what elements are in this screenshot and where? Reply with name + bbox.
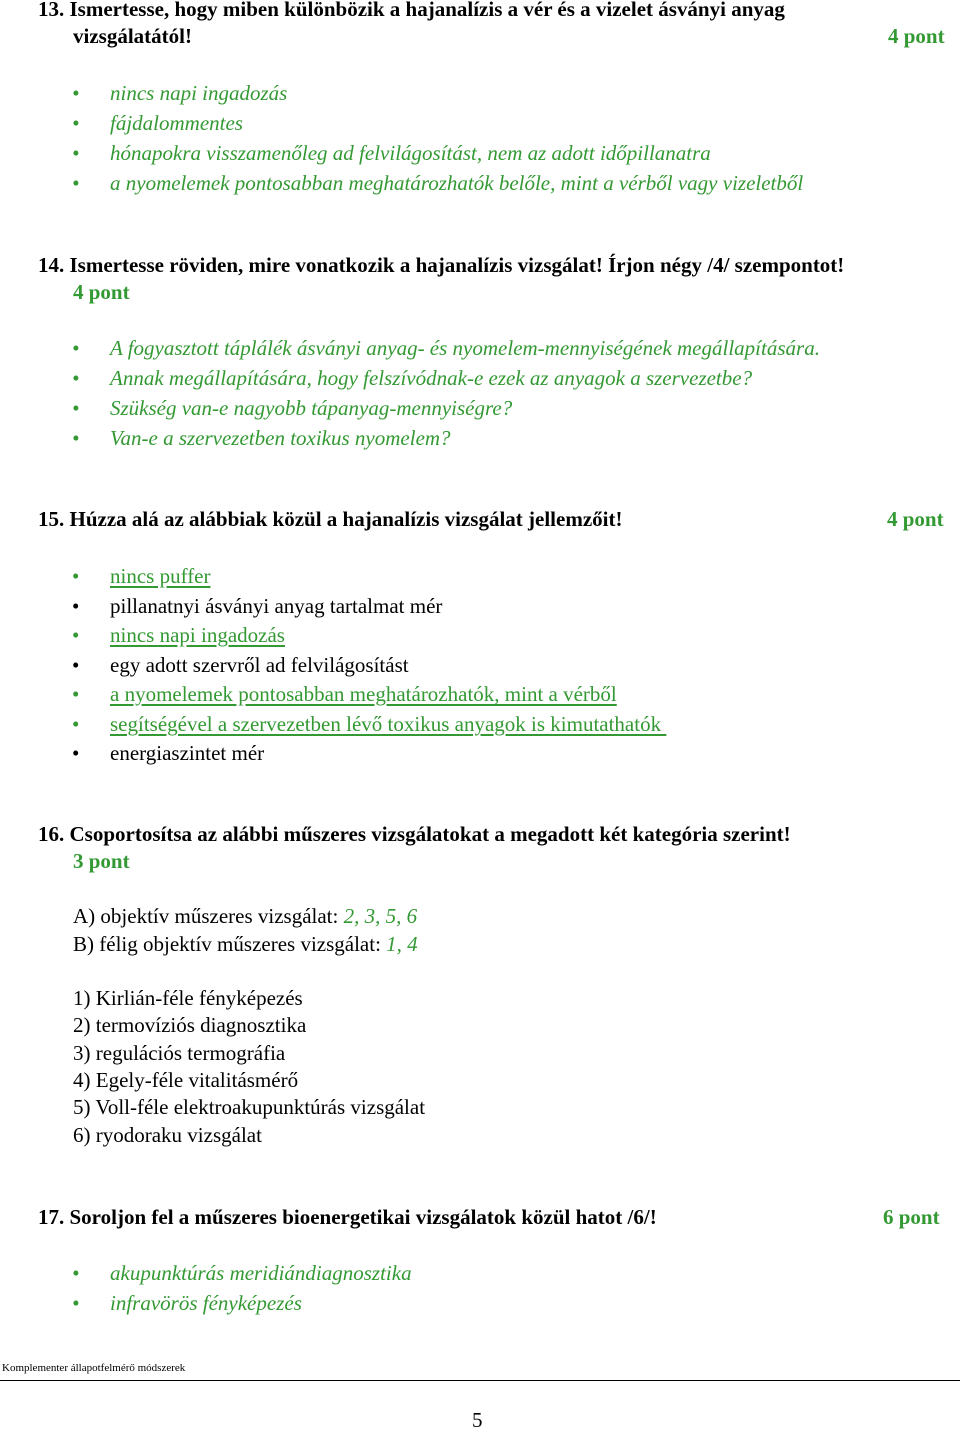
answer-text: Annak megállapítására, hogy felszívódnak-e ezek az anyagok a szervezetbe? — [110, 366, 753, 390]
list-item — [72, 365, 932, 391]
option-item — [72, 622, 932, 648]
bullet-icon: • — [72, 81, 80, 105]
list-item — [72, 80, 932, 106]
question-15 — [38, 506, 622, 532]
item-text: Kirlián-féle fényképezés — [95, 986, 303, 1010]
category-b — [73, 931, 418, 957]
question-13-points: 4 pont — [888, 24, 945, 48]
option-text-correct: a nyomelemek pontosabban meghatározhatók, mint a vérből — [110, 682, 617, 706]
question-13 — [38, 0, 785, 22]
list-item — [72, 1290, 932, 1316]
option-item — [72, 593, 932, 619]
question-17 — [38, 1204, 657, 1230]
answer-text: hónapokra visszamenőleg ad felvilágosítást, nem az adott időpillanatra — [110, 141, 711, 165]
option-item — [72, 681, 932, 707]
question-14-text: Ismertesse röviden, mire vonatkozik a hajanalízis vizsgálat! Írjon négy /4/ szempontot! — [69, 253, 845, 277]
question-15-points: 4 pont — [887, 507, 944, 531]
list-item — [72, 140, 932, 166]
option-item — [72, 652, 932, 678]
question-16 — [38, 821, 791, 847]
category-text: félig objektív műszeres vizsgálat: — [99, 932, 381, 956]
question-16-number: 16. — [38, 822, 65, 846]
question-17-points: 6 pont — [883, 1205, 940, 1229]
category-answer: 1, 4 — [386, 932, 418, 956]
footer-title: Komplementer állapotfelmérő módszerek — [2, 1362, 186, 1374]
category-a — [73, 903, 417, 929]
question-17-number: 17. — [38, 1205, 65, 1229]
list-item — [73, 1067, 298, 1093]
bullet-icon: • — [72, 366, 80, 390]
item-text: regulációs termográfia — [95, 1041, 286, 1065]
item-label: 1) — [73, 986, 91, 1010]
list-item — [73, 1094, 425, 1120]
list-item — [72, 170, 932, 196]
bullet-icon: • — [72, 741, 80, 765]
list-item — [72, 110, 932, 136]
answer-text: Szükség van-e nagyobb tápanyag-mennyiségre? — [110, 396, 513, 420]
question-14-points: 4 pont — [73, 280, 130, 304]
bullet-icon: • — [72, 141, 80, 165]
bullet-icon: • — [72, 682, 80, 706]
answer-text: Van-e a szervezetben toxikus nyomelem? — [110, 426, 451, 450]
item-label: 5) — [73, 1095, 91, 1119]
option-text: egy adott szervről ad felvilágosítást — [110, 653, 409, 677]
bullet-icon: • — [72, 1291, 80, 1315]
item-label: 4) — [73, 1068, 91, 1092]
item-text: Voll-féle elektroakupunktúrás vizsgálat — [95, 1095, 426, 1119]
bullet-icon: • — [72, 653, 80, 677]
question-16-points: 3 pont — [73, 849, 130, 873]
answer-text: fájdalommentes — [110, 111, 243, 135]
page-number: 5 — [472, 1408, 483, 1432]
option-text-correct: nincs napi ingadozás — [110, 623, 285, 647]
item-text: termovíziós diagnosztika — [95, 1013, 307, 1037]
category-label: B) — [73, 932, 94, 956]
question-17-text: Soroljon fel a műszeres bioenergetikai vizsgálatok közül hatot /6/! — [69, 1205, 657, 1229]
item-label: 2) — [73, 1013, 91, 1037]
category-label: A) — [73, 904, 96, 928]
question-16-text: Csoportosítsa az alábbi műszeres vizsgálatokat a megadott két kategória szerint! — [69, 822, 791, 846]
bullet-icon: • — [72, 336, 80, 360]
item-label: 6) — [73, 1123, 91, 1147]
list-item — [72, 395, 932, 421]
question-14 — [38, 252, 844, 278]
question-13-number: 13. — [38, 0, 65, 21]
answer-text: A fogyasztott táplálék ásványi anyag- és nyomelem-mennyiségének megállapítására. — [110, 336, 820, 360]
option-item — [72, 740, 932, 766]
option-text: pillanatnyi ásványi anyag tartalmat mér — [110, 594, 443, 618]
question-15-number: 15. — [38, 507, 65, 531]
option-text-correct: nincs puffer — [110, 564, 211, 588]
category-answer: 2, 3, 5, 6 — [343, 904, 418, 928]
list-item — [73, 1012, 306, 1038]
answer-text: akupunktúrás meridiándiagnosztika — [110, 1261, 412, 1285]
list-item — [73, 1040, 285, 1066]
bullet-icon: • — [72, 1261, 80, 1285]
category-text: objektív műszeres vizsgálat: — [100, 904, 339, 928]
question-15-text: Húzza alá az alábbiak közül a hajanalízis vizsgálat jellemzőit! — [69, 507, 623, 531]
question-14-number: 14. — [38, 253, 65, 277]
question-13-line1: Ismertesse, hogy miben különbözik a hajanalízis a vér és a vizelet ásványi anyag — [69, 0, 785, 21]
list-item — [72, 1260, 932, 1286]
bullet-icon: • — [72, 171, 80, 195]
item-text: Egely-féle vitalitásmérő — [95, 1068, 299, 1092]
list-item — [72, 335, 932, 361]
list-item — [73, 985, 303, 1011]
bullet-icon: • — [72, 426, 80, 450]
bullet-icon: • — [72, 396, 80, 420]
answer-text: a nyomelemek pontosabban meghatározhatók belőle, mint a vérből vagy vizeletből — [110, 171, 804, 195]
bullet-icon: • — [72, 111, 80, 135]
answer-text: nincs napi ingadozás — [110, 81, 288, 105]
option-item — [72, 563, 932, 589]
answer-text: infravörös fényképezés — [110, 1291, 302, 1315]
item-label: 3) — [73, 1041, 91, 1065]
bullet-icon: • — [72, 623, 80, 647]
list-item — [72, 425, 932, 451]
option-text: energiaszintet mér — [110, 741, 265, 765]
bullet-icon: • — [72, 564, 80, 588]
option-text-correct: segítségével a szervezetben lévő toxikus anyagok is kimutathatók — [110, 712, 667, 736]
footer-divider — [0, 1380, 960, 1381]
question-13-line2: vizsgálatától! — [73, 24, 192, 48]
option-item — [72, 711, 932, 737]
item-text: ryodoraku vizsgálat — [95, 1123, 262, 1147]
list-item — [73, 1122, 262, 1148]
bullet-icon: • — [72, 712, 80, 736]
bullet-icon: • — [72, 594, 80, 618]
